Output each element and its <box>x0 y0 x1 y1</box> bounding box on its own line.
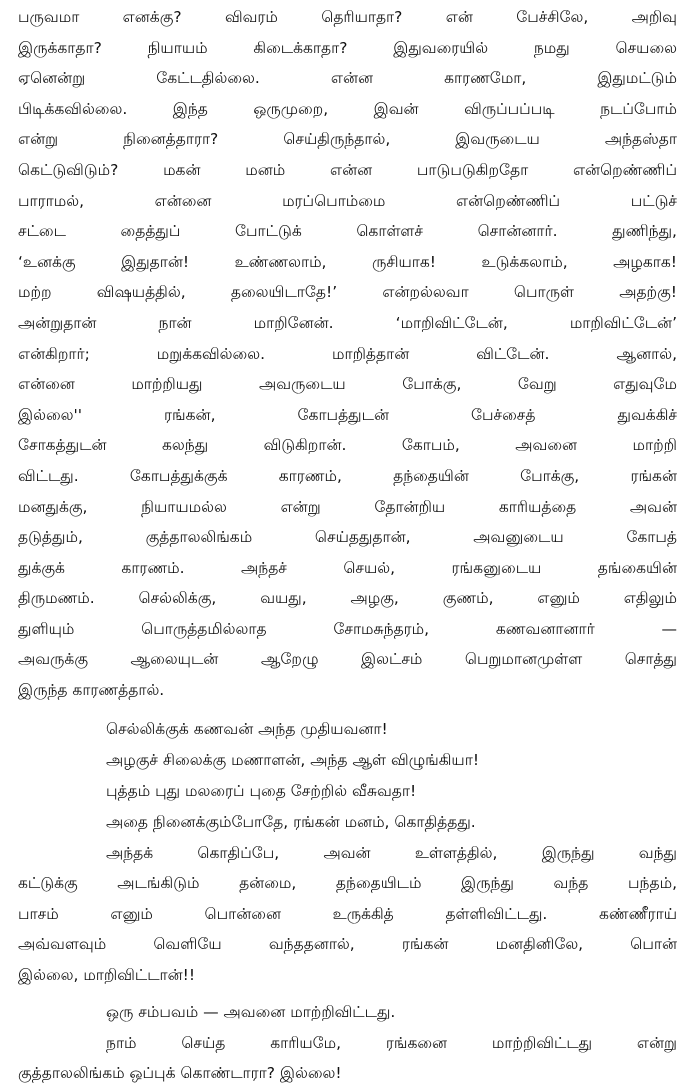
verse-line: அதை நினைக்கும்போதே, ரங்கன் மனம், கொதித்தது. <box>106 812 476 831</box>
verse-line: புத்தம் புது மலரைப் புதை சேற்றில் வீசுவதா! <box>106 781 417 800</box>
text-line: அந்தக் கொதிப்பே, அவன் உள்ளத்தில், இருந்து வந்து <box>106 843 677 862</box>
text-line: நாம் செய்த காரியமே, ரங்கனை மாற்றிவிட்டது என்று <box>106 1033 677 1052</box>
text-line: சட்டை தைத்துப் போட்டுக் கொள்ளச் சொன்னார். துணிந்து, <box>18 222 677 241</box>
text-line: ‘உனக்கு இதுதான்! உண்ணலாம், ருசியாக! உடுக்கலாம், அழகாக! <box>18 252 677 271</box>
text-line: மற்ற விஷயத்தில், தலையிடாதே!’ என்றல்லவா பொருள் அதற்கு! <box>18 283 677 302</box>
text-line: கெட்டுவிடும்? மகன் மனம் என்ன பாடுபடுகிறதோ என்றெண்ணிப் <box>18 160 677 179</box>
text-line: அவருக்கு ஆலையுடன் ஆறேழு இலட்சம் பெறுமானமுள்ள சொத்து <box>18 650 677 669</box>
text-line: பிடிக்கவில்லை. இந்த ஒருமுறை, இவன் விருப்பப்படி நடப்போம் <box>18 99 677 118</box>
text-line: விட்டது. கோபத்துக்குக் காரணம், தந்தையின் போக்கு, ரங்கன் <box>18 466 677 485</box>
text-line: இருக்காதா? நியாயம் கிடைக்காதா? இதுவரையில் நமது செயலை <box>18 38 677 57</box>
text-line: இல்லை'' ரங்கன், கோபத்துடன் பேச்சைத் துவக்கிச் <box>18 405 677 424</box>
paragraph-1 <box>18 2 677 706</box>
text-line: தடுத்தும், குத்தாலலிங்கம் செய்ததுதான், அவனுடைய கோபத் <box>18 528 677 547</box>
text-line: திருமணம். செல்லிக்கு, வயது, அழகு, குணம், எனும் எதிலும் <box>18 589 677 608</box>
text-line: துளியும் பொருத்தமில்லாத சோமசுந்தரம், கணவனானார் — <box>18 619 677 638</box>
text-line: மனதுக்கு, நியாயமல்ல என்று தோன்றிய காரியத்தை அவன் <box>18 497 677 516</box>
text-line: கட்டுக்கு அடங்கிடும் தன்மை, தந்தையிடம் இருந்து வந்த பந்தம், <box>18 874 677 893</box>
text-line: அன்றுதான் நான் மாறினேன். ‘மாறிவிட்டேன், மாறிவிட்டேன்’ <box>18 313 677 332</box>
text-line: அவ்வளவும் வெளியே வந்ததனால், ரங்கன் மனதினிலே, பொன் <box>18 935 677 954</box>
text-line: என்னை மாற்றியது அவருடைய போக்கு, வேறு எதுவுமே <box>18 375 677 394</box>
text-line: ஏனென்று கேட்டதில்லை. என்ன காரணமோ, இதுமட்டும் <box>18 69 677 88</box>
verse-line: அழகுச் சிலைக்கு மணாளன், அந்த ஆள் விழுங்கியா! <box>106 750 480 769</box>
text-line: இருந்த காரணத்தால். <box>18 681 165 700</box>
text-line: இல்லை, மாறிவிட்டான்!! <box>18 966 196 985</box>
text-line: பருவமா எனக்கு? விவரம் தெரியாதா? என் பேச்சிலே, அறிவு <box>18 8 677 26</box>
text-line: பாராமல், என்னை மரப்பொம்மை என்றெண்ணிப் பட்டுச் <box>18 191 677 210</box>
paragraph-4 <box>18 1028 677 1089</box>
text-line: துக்குக் காரணம். அந்தச் செயல், ரங்கனுடைய தங்கையின் <box>18 558 677 577</box>
paragraph-3: ஒரு சம்பவம் — அவனை மாற்றிவிட்டது. <box>106 1002 396 1021</box>
verse-line: செல்லிக்குக் கணவன் அந்த முதியவனா! <box>106 719 388 738</box>
paragraph-2 <box>18 838 677 991</box>
text-line: குத்தாலலிங்கம் ஒப்புக் கொண்டாரா? இல்லை! <box>18 1064 342 1083</box>
verse-block <box>18 714 677 838</box>
text-line: என்று நினைத்தாரா? செய்திருந்தால், இவருடைய அந்தஸ்தா <box>18 130 677 149</box>
text-line: சோகத்துடன் கலந்து விடுகிறான். கோபம், அவனை மாற்றி <box>18 436 677 455</box>
text-line: பாசம் எனும் பொன்னை உருக்கித் தள்ளிவிட்டது. கண்ணீராய் <box>18 904 677 923</box>
text-line: என்கிறார்; மறுக்கவில்லை. மாறித்தான் விட்டேன். ஆனால், <box>18 344 677 363</box>
